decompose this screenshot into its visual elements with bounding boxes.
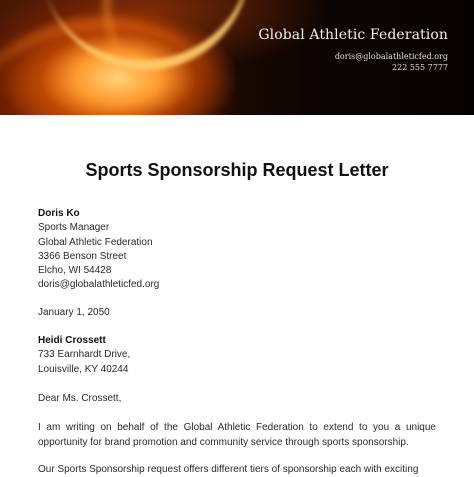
recipient-city: Louisville, KY 40244 <box>38 363 129 375</box>
sender-organization: Global Athletic Federation <box>38 236 153 248</box>
body-paragraph: Our Sports Sponsorship request offers different tiers of sponsorship each with exciting <box>38 464 419 475</box>
sender-email[interactable]: doris@globalathleticfed.org <box>38 279 160 291</box>
sender-name: Doris Ko <box>38 208 80 219</box>
header-banner <box>0 0 474 115</box>
salutation <box>38 392 436 406</box>
sender-position: Sports Manager <box>38 222 110 234</box>
recipient-street: 733 Earnhardt Drive, <box>38 349 131 361</box>
recipient-name: Heidi Crossett <box>38 335 106 346</box>
recipient-block <box>38 334 436 377</box>
sender-block <box>38 207 436 293</box>
salutation-text: Dear Ms. Crossett, <box>38 393 122 404</box>
organization-email[interactable]: doris@globalathleticfed.org <box>334 52 448 61</box>
sender-street: 3366 Benson Street <box>38 250 127 262</box>
document-title: Sports Sponsorship Request Letter <box>85 160 389 180</box>
date-text: January 1, 2050 <box>38 307 110 318</box>
organization-phone: 222 555 7777 <box>392 63 448 72</box>
letter-date <box>38 306 436 320</box>
sender-city: Elcho, WI 54428 <box>38 265 112 277</box>
body-paragraph: I am writing on behalf of the Global Athletic Federation to extend to you a unique opportunity for brand promotion and community service through sports sponsorship. <box>38 422 436 448</box>
organization-name: Global Athletic Federation <box>258 27 448 43</box>
